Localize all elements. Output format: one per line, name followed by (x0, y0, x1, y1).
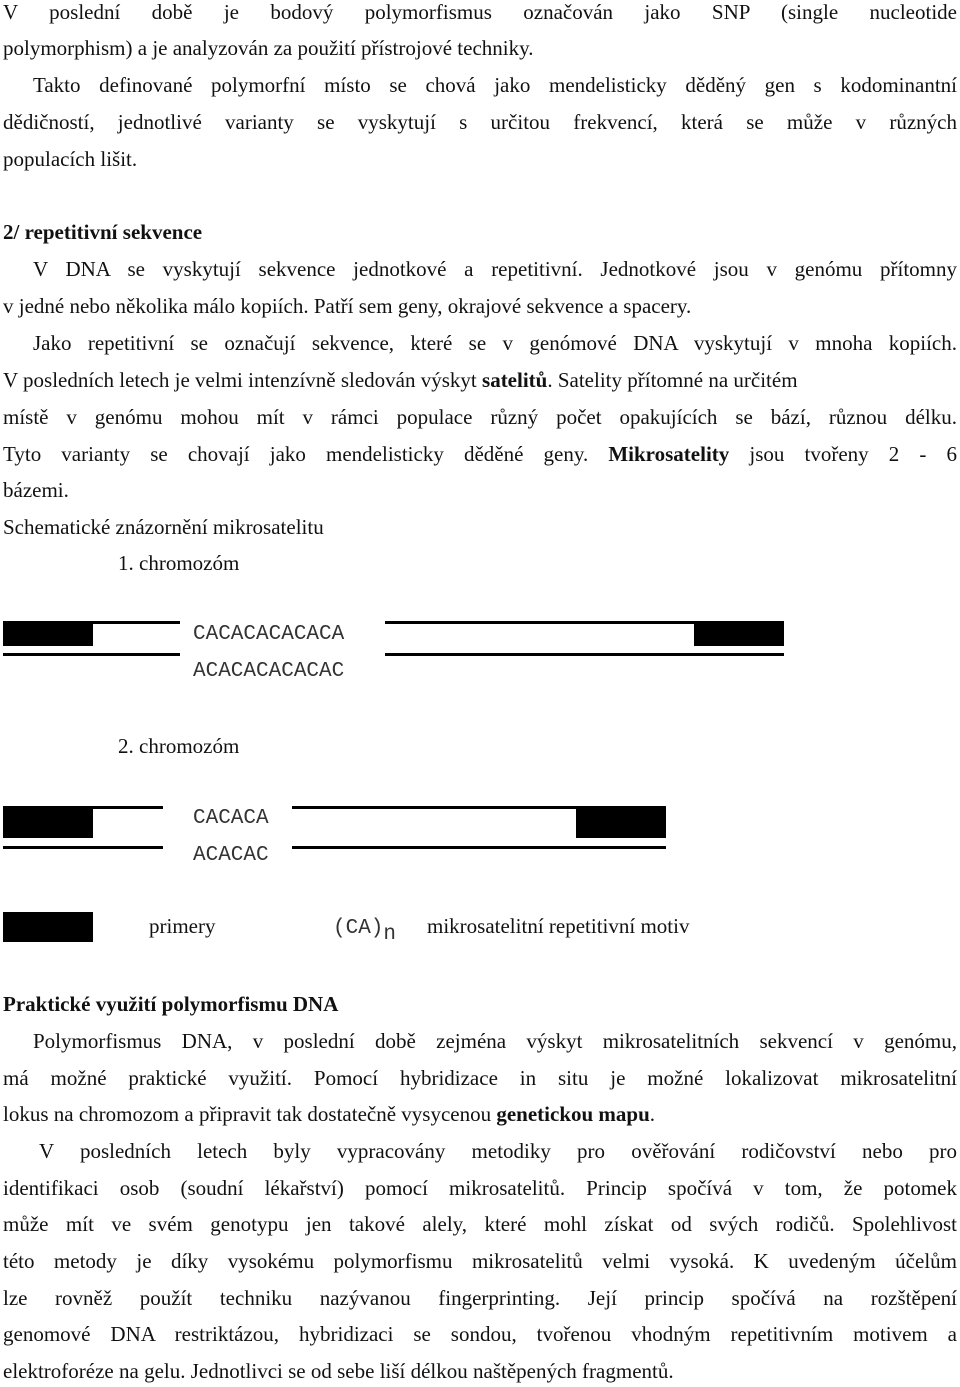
section2-line-6-text: Tyto varianty se chovají jako mendelisticky děděné geny. (3, 442, 609, 466)
legend-motif-label: mikrosatelitní repetitivní motiv (427, 914, 690, 938)
repeat-top-1: CACACACACACA (193, 623, 345, 646)
strand-top-left-2 (3, 806, 163, 809)
practical-line-9: genomové DNA restriktázou, hybridizaci se sondou, tvořenou vhodným repetitivním motivem a (3, 1322, 957, 1346)
intro-line-3: Takto definované polymorfní místo se chová jako mendelisticky děděný gen s kodominantní (33, 73, 957, 97)
legend-primer-swatch (3, 912, 93, 942)
repeat-bottom-2: ACACAC (193, 844, 269, 867)
practical-line-5: identifikaci osob (soudní lékařství) pomocí mikrosatelitů. Princip spočívá v tom, že potomek (3, 1176, 957, 1200)
strand-top-right-1 (385, 621, 784, 624)
chromosome-1-label: 1. chromozóm (118, 551, 240, 575)
strand-bottom-left-2 (3, 846, 163, 849)
strand-bottom-right-2 (292, 846, 666, 849)
practical-line-3-rest: . (649, 1102, 656, 1126)
term-satelitu: satelitů (482, 368, 548, 392)
practical-line-4: V posledních letech byly vypracovány metodiky pro ověřování rodičovství nebo pro (39, 1139, 957, 1163)
strand-top-right-2 (292, 806, 666, 809)
term-mikrosatelity: Mikrosatelity (608, 442, 730, 466)
primer-box-left-2 (3, 808, 93, 838)
practical-line-10: elektroforéze na gelu. Jednotlivci se od sebe liší délkou naštěpených fragmentů. (3, 1359, 674, 1383)
intro-line-5: populacích lišit. (3, 147, 138, 171)
practical-line-7: této metody je díky vysokému polymorfismu mikrosatelitů velmi vysoká. K uvedeným účelům (3, 1249, 957, 1273)
intro-line-4: dědičností, jednotlivé varianty se vyskytují s určitou frekvencí, která se může v různých (3, 110, 957, 134)
schema-title: Schematické znázornění mikrosatelitu (3, 515, 324, 539)
practical-line-2: má možné praktické využití. Pomocí hybridizace in situ je možné lokalizovat mikrosatelitní (3, 1066, 957, 1090)
motif-subscript: n (383, 923, 397, 946)
primer-box-right-1 (694, 622, 784, 646)
strand-bottom-left-1 (3, 653, 180, 656)
section2-line-1: V DNA se vyskytují sekvence jednotkové a repetitivní. Jednotkové jsou v genómu přítomny (33, 257, 957, 281)
practical-heading: Praktické využití polymorfismu DNA (3, 992, 339, 1016)
section2-line-7: bázemi. (3, 478, 69, 502)
section2-line-4-text: V posledních letech je velmi intenzívně sledován výskyt (3, 368, 483, 392)
repeat-top-2: CACACA (193, 807, 269, 830)
section2-line-4-rest: . Satelity přítomné na určitém (547, 368, 798, 392)
strand-top-left-1 (3, 621, 180, 624)
repeat-bottom-1: ACACACACACAC (193, 660, 345, 683)
section2-line-2: v jedné nebo několika málo kopiích. Patří sem geny, okrajové sekvence a spacery. (3, 294, 692, 318)
legend-motif-symbol (333, 914, 397, 946)
practical-line-6: může mít ve svém genotypu jen takové alely, které mohl získat od svých rodičů. Spolehlivost (3, 1212, 957, 1236)
motif-symbol-text: (CA) (333, 917, 384, 940)
practical-line-3 (3, 1102, 957, 1126)
primer-box-right-2 (576, 808, 666, 838)
section2-line-4 (3, 368, 957, 392)
section2-line-6 (3, 442, 957, 466)
term-geneticka-mapa: genetickou mapu (496, 1102, 650, 1126)
intro-line-2: polymorphism) a je analyzován za použití přístrojové techniky. (3, 36, 534, 60)
section2-line-3: Jako repetitivní se označují sekvence, které se v genómové DNA vyskytují v mnoha kopiích. (33, 331, 957, 355)
strand-bottom-right-1 (385, 653, 784, 656)
chromosome-2-label: 2. chromozóm (118, 734, 240, 758)
legend-primers-label: primery (149, 914, 216, 938)
primer-box-left-1 (3, 622, 93, 646)
practical-line-3-text: lokus na chromozom a připravit tak dostatečně vysycenou (3, 1102, 497, 1126)
intro-line-1: V poslední době je bodový polymorfismus označován jako SNP (single nucleotide (3, 0, 957, 24)
section2-line-5: místě v genómu mohou mít v rámci populace různý počet opakujících se bází, různou délku. (3, 405, 957, 429)
practical-line-8: lze rovněž použít techniku nazývanou fingerprinting. Její princip spočívá na rozštěpení (3, 1286, 957, 1310)
section2-line-6-rest: jsou tvořeny 2 - 6 (729, 442, 957, 466)
practical-line-1: Polymorfismus DNA, v poslední době zejména výskyt mikrosatelitních sekvencí v genómu, (33, 1029, 957, 1053)
section2-heading: 2/ repetitivní sekvence (3, 220, 203, 244)
